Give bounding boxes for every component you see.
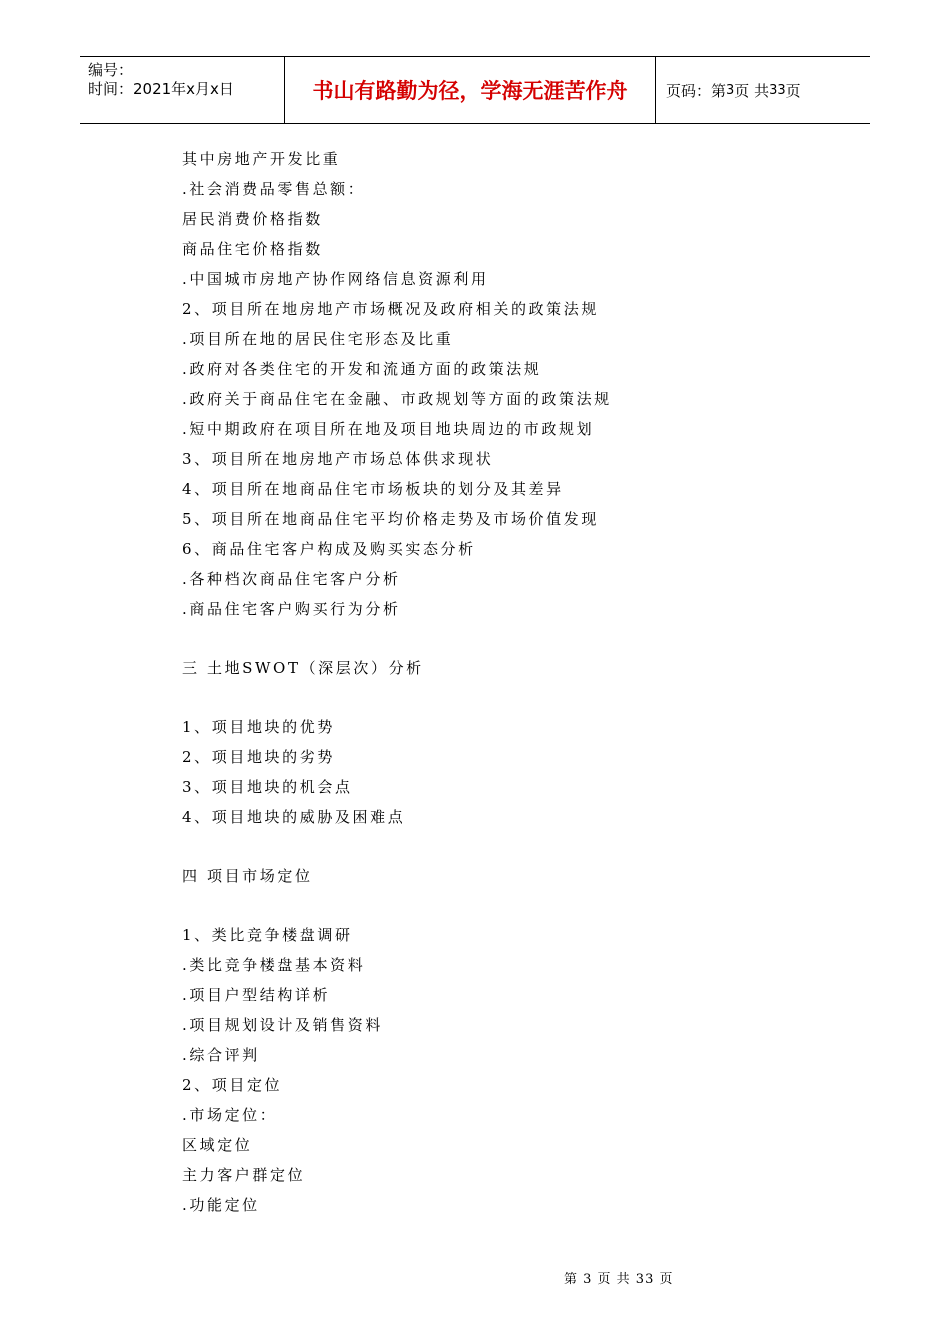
positioning-item: 2、项目定位	[182, 1076, 283, 1094]
page-mid: 页 共	[734, 81, 770, 100]
body-line: 6、商品住宅客户构成及购买实态分析	[182, 540, 476, 558]
body-line: .中国城市房地产协作网络信息资源利用	[182, 270, 489, 288]
section-heading-positioning: 四 项目市场定位	[182, 867, 313, 885]
swot-item: 2、项目地块的劣势	[182, 748, 335, 766]
positioning-item: 主力客户群定位	[182, 1166, 306, 1184]
positioning-item: .类比竞争楼盘基本资料	[182, 956, 366, 974]
body-line: .商品住宅客户购买行为分析	[182, 600, 401, 618]
positioning-item: .市场定位：	[182, 1106, 278, 1124]
section-heading-swot: 三 土地SWOT（深层次）分析	[182, 659, 424, 677]
positioning-item: .项目户型结构详析	[182, 986, 331, 1004]
document-time: 时间：2021年x月x日	[88, 80, 234, 98]
body-line: .政府对各类住宅的开发和流通方面的政策法规	[182, 360, 542, 378]
body-line: .社会消费品零售总额：	[182, 180, 366, 198]
page-number: 3	[726, 82, 735, 98]
body-line: 其中房地产开发比重	[182, 150, 341, 168]
body-line: .各种档次商品住宅客户分析	[182, 570, 401, 588]
page-prefix: 页码：第	[666, 81, 727, 100]
document-number-label: 编号：	[88, 61, 134, 79]
positioning-item: .综合评判	[182, 1046, 260, 1064]
swot-item: 4、项目地块的威胁及困难点	[182, 808, 406, 826]
swot-item: 3、项目地块的机会点	[182, 778, 353, 796]
body-line: .项目所在地的居民住宅形态及比重	[182, 330, 454, 348]
positioning-item: .功能定位	[182, 1196, 260, 1214]
header-motto: 书山有路勤为径，学海无涯苦作舟	[284, 57, 656, 123]
header-page-info	[656, 57, 870, 123]
body-line: 3、项目所在地房地产市场总体供求现状	[182, 450, 494, 468]
header-meta	[80, 57, 284, 123]
document-body	[182, 144, 822, 1220]
page-header	[80, 56, 870, 124]
body-line: 商品住宅价格指数	[182, 240, 323, 258]
swot-item: 1、项目地块的优势	[182, 718, 335, 736]
body-line: 5、项目所在地商品住宅平均价格走势及市场价值发现	[182, 510, 599, 528]
body-line: 2、项目所在地房地产市场概况及政府相关的政策法规	[182, 300, 599, 318]
body-line: 4、项目所在地商品住宅市场板块的划分及其差异	[182, 480, 564, 498]
page-total: 33	[769, 82, 786, 98]
body-line: .政府关于商品住宅在金融、市政规划等方面的政策法规	[182, 390, 612, 408]
page-footer: 第 3 页 共 33 页	[564, 1272, 674, 1287]
positioning-item: .项目规划设计及销售资料	[182, 1016, 383, 1034]
page-suffix: 页	[785, 81, 801, 100]
positioning-item: 1、类比竞争楼盘调研	[182, 926, 353, 944]
body-line: 居民消费价格指数	[182, 210, 323, 228]
positioning-item: 区域定位	[182, 1136, 253, 1154]
body-line: .短中期政府在项目所在地及项目地块周边的市政规划	[182, 420, 595, 438]
